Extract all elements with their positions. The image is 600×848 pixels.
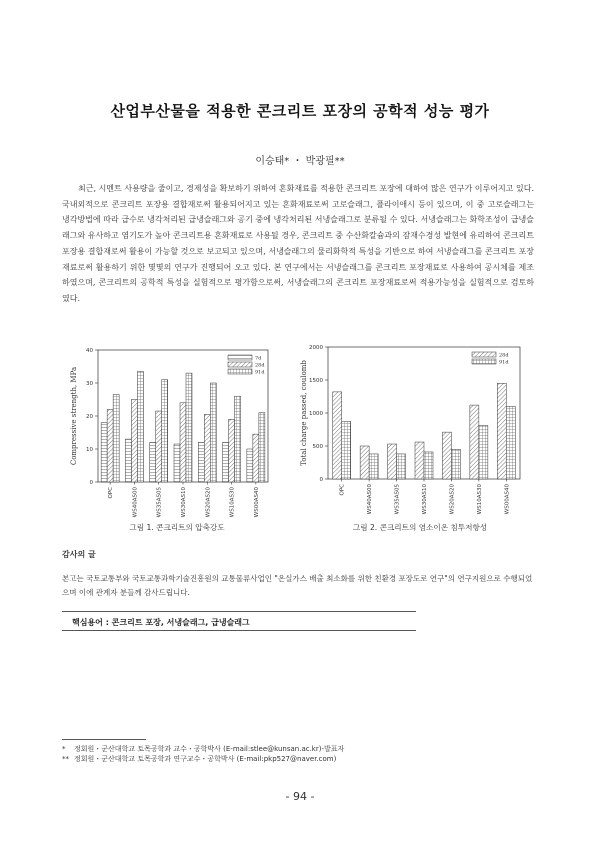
keywords-top-rule (62, 611, 416, 612)
legend-label-91d: 91d (255, 369, 265, 376)
x-tick-label: OPC (339, 484, 346, 496)
bar-7d-WS00AS40 (247, 449, 253, 482)
bar-28d-WS10AS30 (470, 405, 479, 479)
bar-91d-WS35AS05 (397, 454, 406, 479)
keywords: 핵심용어 : 콘크리트 포장, 서냉슬래그, 급냉슬래그 (72, 618, 250, 627)
footnote-1-mark: * (62, 745, 66, 753)
bar-28d-WS20AS20 (204, 414, 210, 482)
bar-28d-WS00AS40 (253, 434, 259, 482)
y-tick-label: 40 (86, 348, 93, 354)
x-tick-label: WS20AS20 (449, 484, 456, 515)
bar-91d-WS20AS20 (210, 383, 216, 482)
x-tick-label: WS00AS40 (253, 487, 260, 518)
figure-2-chloride-penetration (290, 342, 530, 522)
legend-swatch-91d (472, 359, 496, 364)
acknowledgement-text: 본고는 국토교통부와 국토교통과학기술진흥원의 교통물류사업인 "온실가스 배출 최소화를 위한 친환경 포장도로 연구"의 연구지원으로 수행되었으며 이에 관계자 분들께 감사드립니다. (62, 574, 533, 597)
bar-91d-OPC (342, 422, 351, 479)
legend-label-91d: 91d (499, 359, 509, 366)
x-tick-label: WS40AS00 (367, 484, 374, 515)
chart-2-svg (290, 342, 530, 522)
chart-1-svg (62, 342, 272, 522)
bar-7d-WS20AS20 (198, 442, 204, 482)
bar-91d-WS30AS10 (424, 452, 433, 479)
page-number: - 94 - (285, 790, 315, 803)
footnote-2-text: 정회원・군산대학교 토목공학과 연구교수・공학박사 (E-mail:pkp527@naver.com) (74, 755, 337, 763)
y-axis-label: Total charge passed, coulomb (300, 360, 308, 466)
bar-91d-WS40AS00 (369, 454, 378, 479)
bar-28d-WS35AS05 (156, 411, 162, 482)
bar-91d-OPC (113, 395, 119, 482)
acknowledgement-heading: 감사의 글 (62, 550, 96, 559)
bar-28d-OPC (333, 392, 342, 479)
bar-28d-WS00AS40 (497, 383, 506, 479)
legend-label-28d: 28d (255, 362, 265, 369)
figure-2-caption: 그림 2. 콘크리트의 염소이온 침투저항성 (352, 523, 488, 532)
x-tick-label: WS40AS00 (132, 487, 139, 518)
legend-swatch-91d (228, 369, 252, 374)
y-tick-label: 30 (86, 381, 93, 387)
paper-title: 산업부산물을 적용한 콘크리트 포장의 공학적 성능 평가 (110, 102, 490, 120)
legend-swatch-28d (472, 352, 496, 357)
bar-91d-WS40AS00 (137, 371, 143, 482)
footnote-rule (62, 739, 146, 740)
y-axis-label: Compressive strength, MPa (70, 366, 78, 466)
bar-28d-WS40AS00 (131, 400, 137, 483)
legend-label-28d: 28d (499, 352, 509, 359)
y-tick-label: 2000 (309, 345, 323, 351)
bar-28d-WS10AS30 (229, 419, 235, 482)
bar-7d-OPC (101, 423, 107, 482)
x-tick-label: WS35AS05 (394, 484, 401, 515)
x-tick-label: WS30AS10 (181, 487, 187, 518)
figure-1-compressive-strength (62, 342, 272, 522)
bar-7d-WS10AS30 (223, 442, 229, 482)
y-tick-label: 0 (89, 480, 93, 486)
y-tick-label: 20 (86, 414, 93, 420)
bar-91d-WS20AS20 (451, 449, 460, 479)
x-tick-label: WS00AS40 (504, 484, 511, 515)
x-tick-label: WS30AS10 (422, 484, 428, 515)
y-tick-label: 500 (312, 444, 323, 450)
y-tick-label: 1000 (309, 411, 323, 417)
bar-28d-WS40AS00 (360, 446, 369, 479)
y-tick-label: 0 (319, 477, 323, 483)
bar-28d-OPC (107, 409, 113, 482)
bar-91d-WS10AS30 (479, 426, 488, 479)
author-line: 이승태* ・ 박광필** (255, 156, 345, 167)
x-tick-label: WS35AS05 (156, 487, 163, 518)
bar-7d-WS40AS00 (125, 439, 131, 482)
bar-7d-WS30AS10 (174, 444, 180, 482)
bar-91d-WS10AS30 (235, 396, 241, 482)
footnote-2 (62, 754, 336, 764)
footnote-2-mark: ** (62, 755, 69, 763)
bar-91d-WS35AS05 (162, 380, 168, 482)
bar-28d-WS35AS05 (388, 444, 397, 479)
y-tick-label: 1500 (309, 378, 323, 384)
bar-91d-WS30AS10 (186, 373, 192, 482)
footnote-1-text: 정회원・군산대학교 토목공학과 교수・공학박사 (E-mail:stlee@kunsan.ac.kr)-발표자 (74, 745, 345, 753)
x-tick-label: WS10AS30 (476, 484, 483, 515)
figure-1-caption: 그림 1. 콘크리트의 압축강도 (129, 523, 225, 532)
x-tick-label: WS20AS20 (205, 487, 212, 518)
y-tick-label: 10 (86, 447, 93, 453)
bar-28d-WS20AS20 (442, 432, 451, 479)
bar-91d-WS00AS40 (506, 406, 515, 479)
legend-label-7d: 7d (255, 355, 262, 362)
keywords-bottom-rule (62, 630, 416, 631)
x-tick-label: OPC (108, 487, 115, 499)
legend-swatch-28d (228, 362, 252, 367)
bar-91d-WS00AS40 (259, 413, 265, 482)
legend-swatch-7d (228, 355, 252, 360)
bar-28d-WS30AS10 (415, 442, 424, 479)
abstract-text: 최근, 시멘트 사용량을 줄이고, 경제성을 확보하기 위하여 혼화재료를 적용한 콘크리트 포장에 대하여 많은 연구가 이루어지고 있다. 국내외적으로 콘크리트 포장용 결합재로써 활용되어지고 있는 혼화재료로써 고로슬래그, 플라이애시 등이 있으며, 이 중 고로슬래그는 냉각방법에 따라 급수로 냉각처리된 급냉슬래그와 공기 중에 냉각처리된 서냉슬래그로 분류될 수 있다. 서냉슬래그는 화학조성이 급냉슬래그와 유사하고 염기도가 높아 콘크리트용 혼화재료로 사용될 경우, 콘크리트 중 수산화칼슘과의 잠재수경성 발현에 유리하여 콘크리트 포장용 결합재로써 활용이 가능할 것으로 보고되고 있으며, 서냉슬래그의 물리화학적 특성을 기반으로 하여 서냉슬래그를 콘크리트 포장재료로써 활용하기 위한 몇몇의 연구가 진행되어 오고 있다. 본 연구에서는 서냉슬래그를 콘크리트 포장재료로 사용하여 공시체를 제조하였으며, 콘크리트의 공학적 특성을 실험적으로 평가함으로써, 서냉슬래그의 콘크리트 포장재료로써 적용가능성을 실험적으로 검토하였다. (62, 184, 534, 303)
footnote-1 (62, 744, 344, 754)
bar-7d-WS35AS05 (150, 442, 156, 482)
x-tick-label: WS10AS30 (229, 487, 236, 518)
bar-28d-WS30AS10 (180, 403, 186, 482)
